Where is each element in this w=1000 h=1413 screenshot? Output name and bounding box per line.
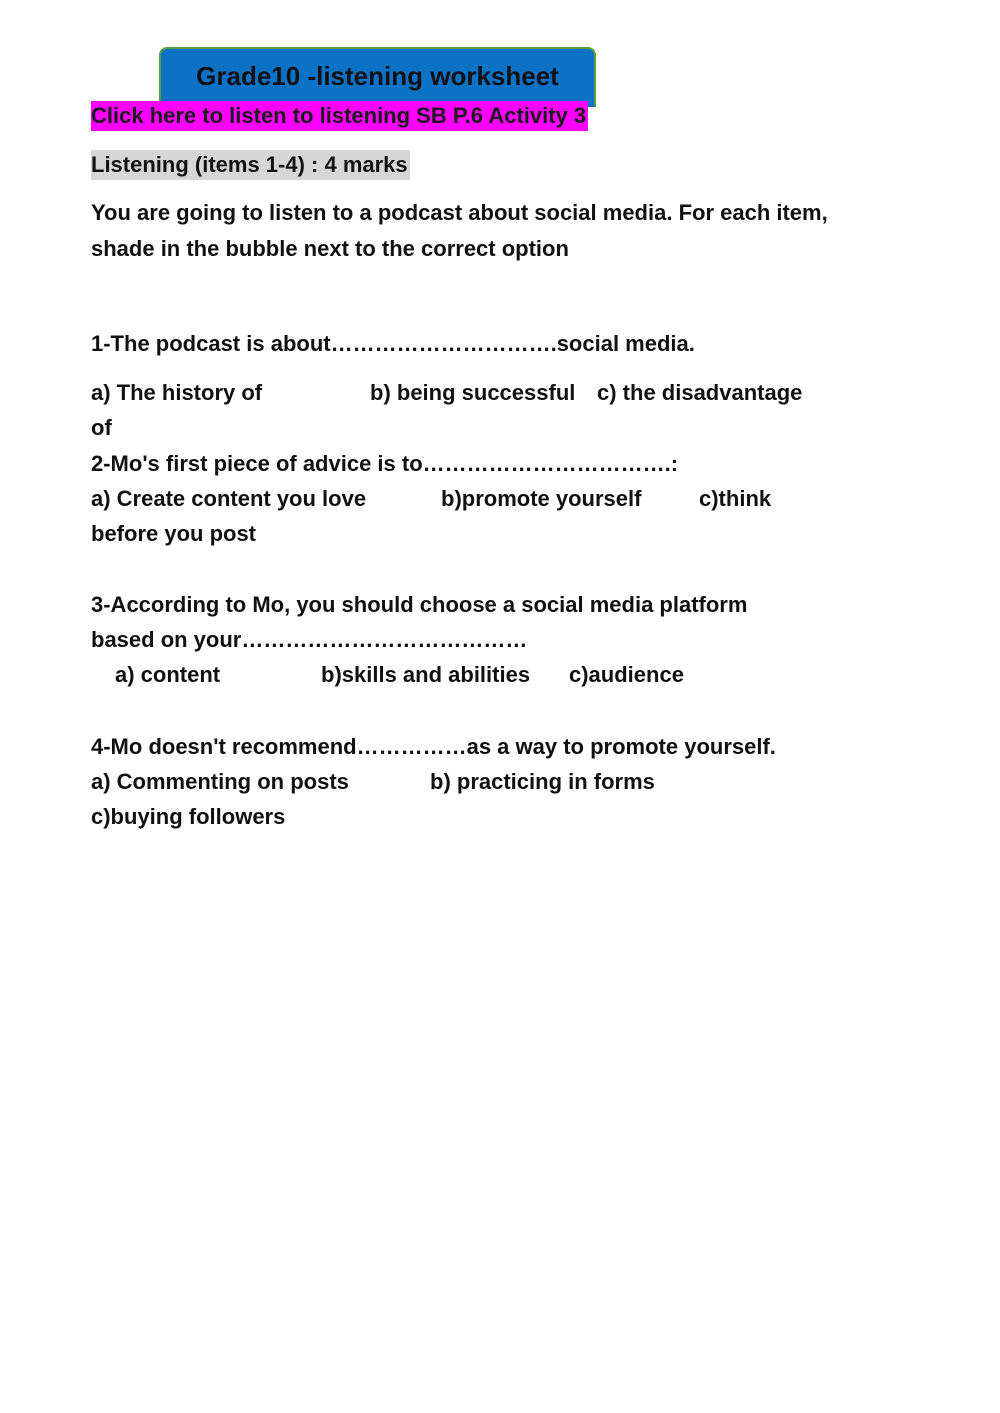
- question-1-option-b[interactable]: b) being successful: [370, 380, 576, 405]
- question-1-option-a[interactable]: a) The history of: [91, 380, 263, 405]
- section-heading: Listening (items 1-4) : 4 marks: [91, 150, 410, 180]
- instructions-line-2: shade in the bubble next to the correct option: [91, 236, 569, 261]
- question-4-option-b[interactable]: b) practicing in forms: [430, 769, 655, 794]
- question-3-option-b[interactable]: b)skills and abilities: [321, 662, 531, 687]
- question-3-option-c[interactable]: c)audience: [569, 662, 684, 687]
- question-3-option-a[interactable]: a) content: [115, 662, 221, 687]
- question-1-stem: 1-The podcast is about………………………….social media.: [91, 331, 695, 356]
- listen-audio-link[interactable]: Click here to listen to listening SB P.6 Activity 3: [91, 101, 588, 131]
- question-2-option-c-wrap: before you post: [91, 521, 257, 546]
- question-1-option-c-wrap: of: [91, 415, 112, 440]
- question-2-stem: 2-Mo's first piece of advice is to…………………………….:: [91, 451, 679, 476]
- question-2-option-b[interactable]: b)promote yourself: [441, 486, 642, 511]
- instructions-line-1: You are going to listen to a podcast about social media. For each item,: [91, 200, 828, 225]
- question-4-option-c[interactable]: c)buying followers: [91, 804, 286, 829]
- worksheet-title-box: [159, 47, 596, 107]
- question-3-stem-line-1: 3-According to Mo, you should choose a social media platform: [91, 592, 748, 617]
- question-2-option-c[interactable]: c)think: [699, 486, 772, 511]
- question-4-option-a[interactable]: a) Commenting on posts: [91, 769, 349, 794]
- question-4-stem: 4-Mo doesn't recommend……………as a way to promote yourself.: [91, 734, 776, 759]
- question-2-option-a[interactable]: a) Create content you love: [91, 486, 367, 511]
- question-1-option-c[interactable]: c) the disadvantage: [597, 380, 803, 405]
- question-3-stem-line-2: based on your…………………………………: [91, 627, 528, 652]
- worksheet-title: Grade10 -listening worksheet: [196, 61, 559, 91]
